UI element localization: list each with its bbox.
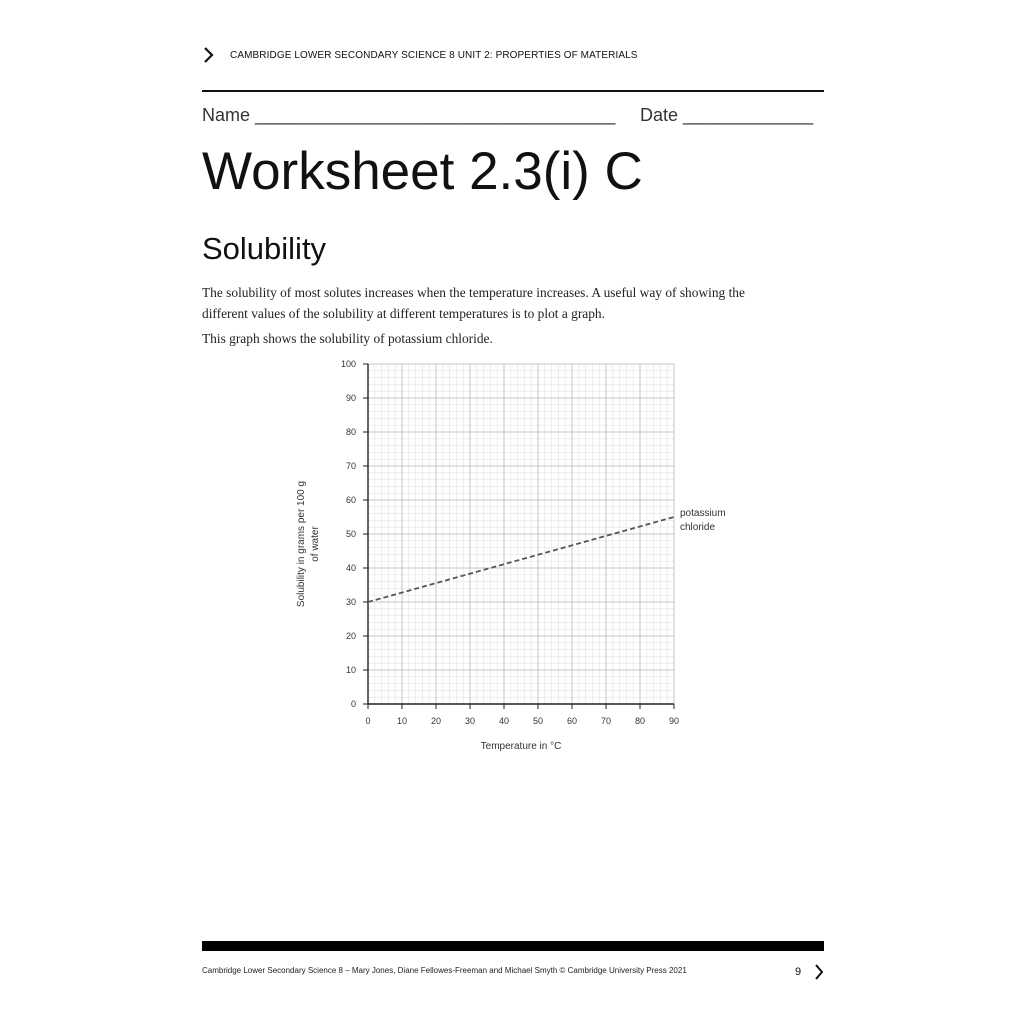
date-field-label: Date _____________ [640,105,814,125]
series-label-line1: potassium [680,508,726,519]
y-tick-label: 10 [345,665,356,675]
y-tick-label: 20 [345,631,356,641]
header-title: CAMBRIDGE LOWER SECONDARY SCIENCE 8 UNIT 2: PROPERTIES OF MATERIALS [230,49,638,61]
y-tick-label: 100 [340,359,356,369]
header-divider [202,90,824,92]
x-tick-label: 80 [634,716,646,726]
page-header [200,46,638,64]
x-tick-label: 30 [464,716,476,726]
y-tick-label: 40 [345,563,356,573]
name-field-label: Name ____________________________________ [202,105,616,125]
y-tick-label: 50 [345,529,356,539]
x-tick-label: 70 [600,716,612,726]
worksheet-title: Worksheet 2.3(i) C [202,142,643,201]
y-tick-label: 60 [345,495,356,505]
y-axis-label [296,481,321,607]
y-tick-label: 70 [345,461,356,471]
footer-credit: Cambridge Lower Secondary Science 8 – Mary Jones, Diane Fellowes-Freeman and Michael Smyth © Cambridge University Press 2021 [202,966,687,975]
x-tick-label: 10 [396,716,408,726]
page-number: 9 [795,966,802,978]
y-tick-label: 30 [345,597,356,607]
graph-intro-paragraph: This graph shows the solubility of potassium chloride. [202,331,493,346]
y-axis-label-line2: of water [310,526,321,562]
x-tick-label: 90 [668,716,680,726]
x-tick-label: 20 [430,716,442,726]
y-tick-label: 80 [345,427,356,437]
chart-grid [368,364,674,704]
chevron-right-icon [812,963,826,981]
y-tick-label: 0 [350,699,356,709]
chart-series [368,517,674,602]
x-tick-label: 40 [498,716,510,726]
series-line-potassium-chloride [368,517,674,602]
x-tick-label: 60 [566,716,578,726]
series-label-line2: chloride [680,522,716,533]
name-date-row [202,105,824,126]
y-tick-label: 90 [345,393,356,403]
chart-ticks [341,359,679,726]
y-axis-label-line1: Solubility in grams per 100 g [296,480,307,608]
x-axis-label: Temperature in °C [480,741,562,752]
x-tick-label: 50 [532,716,544,726]
section-heading: Solubility [202,231,327,266]
chevron-right-icon [200,46,218,64]
intro-paragraph: The solubility of most solutes increases when the temperature increases. A useful way of showing the different values of the solubility at different temperatures is to plot a graph. [202,285,745,321]
solubility-chart [280,352,760,772]
footer-divider [202,941,824,951]
x-tick-label: 0 [365,716,371,726]
